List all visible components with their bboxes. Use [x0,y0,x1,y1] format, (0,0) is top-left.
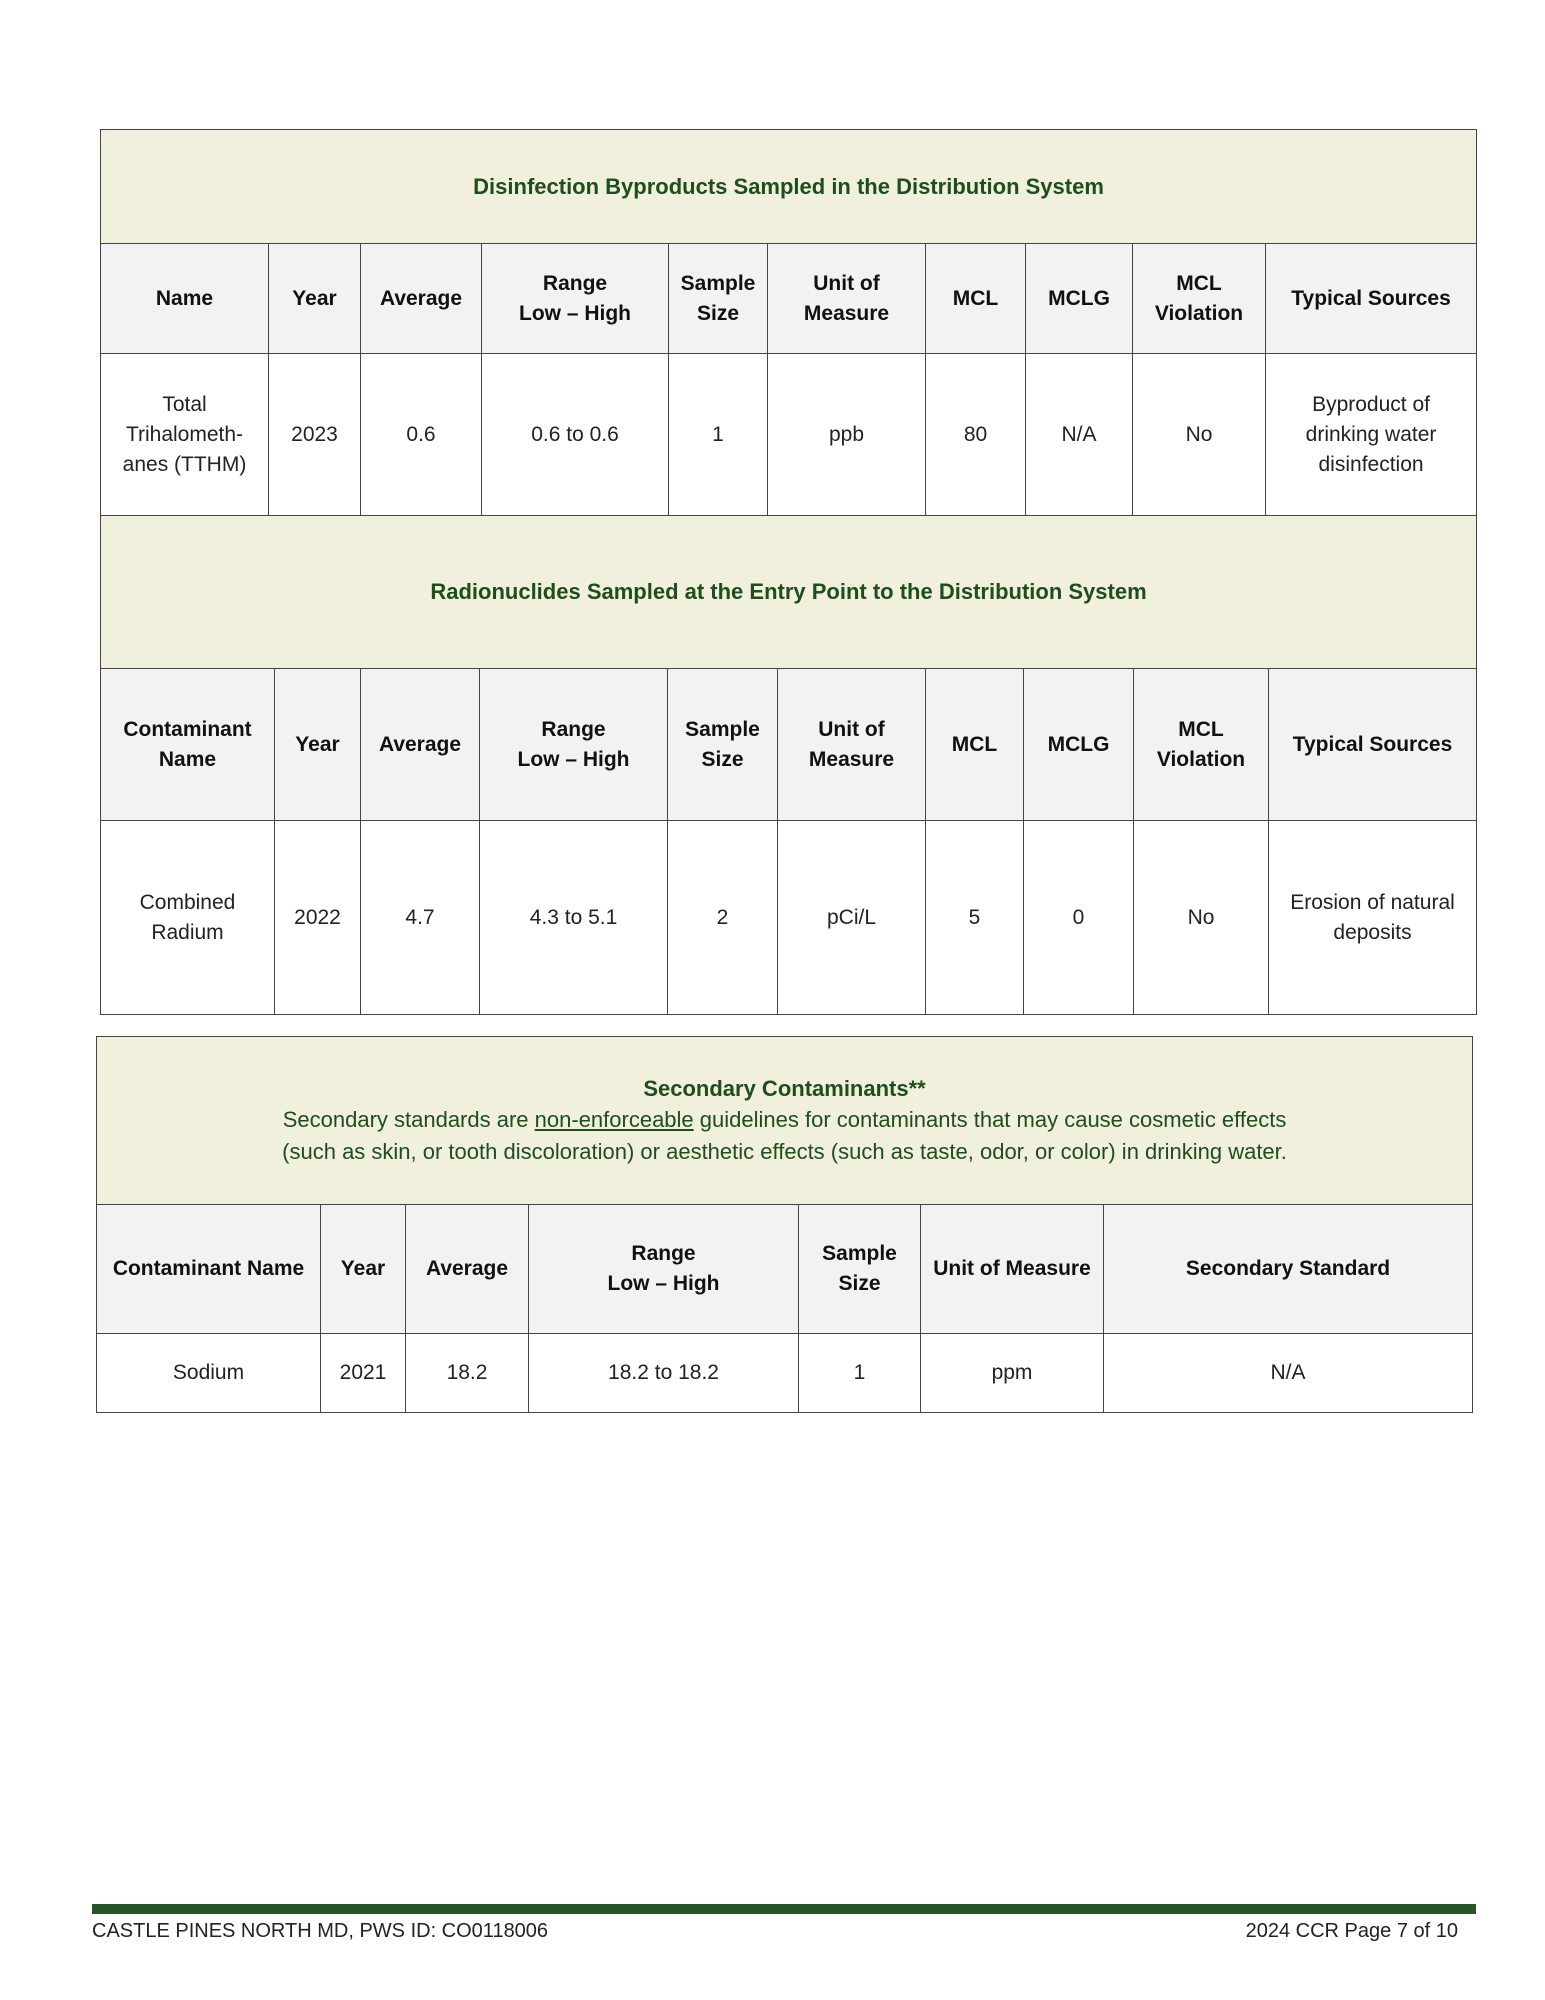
table-row [101,354,1477,517]
footer-system-id: CASTLE PINES NORTH MD, PWS ID: CO0118006 [92,1920,549,1942]
col-header: MCL [926,669,1024,821]
section-title-block [97,1037,1473,1205]
disinfection-byproducts-table [100,129,1477,517]
cell-sample-size: 1 [669,354,768,517]
cell-sample-size: 2 [668,821,778,1015]
col-header: Sample Size [799,1205,921,1334]
col-header: Name [101,244,269,354]
cell-mcl: 80 [926,354,1026,517]
col-header: MCL Violation [1133,244,1266,354]
col-header: MCL Violation [1134,669,1269,821]
col-header: Average [406,1205,529,1334]
section-title: Disinfection Byproducts Sampled in the Distribution System [101,130,1477,244]
cell-name: Sodium [97,1334,321,1413]
cell-violation: No [1134,821,1269,1015]
col-header: Typical Sources [1266,244,1477,354]
cell-name: Total Trihalometh- anes (TTHM) [101,354,269,517]
secondary-contaminants-table [96,1036,1473,1413]
cell-range: 18.2 to 18.2 [529,1334,799,1413]
col-header: Range Low – High [482,244,669,354]
section-description: Secondary standards are non-enforceable guidelines for contaminants that may cause cosmetic effects (such as skin, or tooth discoloration) or aesthetic effects (such as taste, odor, or color) in drinking water. [282,1106,1287,1164]
cell-sample-size: 1 [799,1334,921,1413]
cell-average: 18.2 [406,1334,529,1413]
cell-mclg: 0 [1024,821,1134,1015]
col-header: Sample Size [668,669,778,821]
cell-unit: ppm [921,1334,1104,1413]
cell-average: 4.7 [361,821,480,1015]
cell-sources: Erosion of natural deposits [1269,821,1477,1015]
col-header: Range Low – High [480,669,668,821]
table-row [101,821,1477,1015]
col-header: Average [361,244,482,354]
col-header: MCLG [1024,669,1134,821]
col-header: Year [321,1205,406,1334]
col-header: Typical Sources [1269,669,1477,821]
col-header: Range Low – High [529,1205,799,1334]
cell-unit: ppb [768,354,926,517]
col-header: Contaminant Name [97,1205,321,1334]
cell-average: 0.6 [361,354,482,517]
col-header: Sample Size [669,244,768,354]
col-header: Year [269,244,361,354]
col-header: Unit of Measure [768,244,926,354]
cell-standard: N/A [1104,1334,1473,1413]
cell-violation: No [1133,354,1266,517]
col-header: Secondary Standard [1104,1205,1473,1334]
cell-year: 2021 [321,1334,406,1413]
section-title: Secondary Contaminants** [643,1075,926,1101]
col-header: Unit of Measure [921,1205,1104,1334]
section-title: Radionuclides Sampled at the Entry Point to the Distribution System [101,516,1477,669]
cell-unit: pCi/L [778,821,926,1015]
cell-name: Combined Radium [101,821,275,1015]
footer-page-number: 2024 CCR Page 7 of 10 [1245,1920,1458,1942]
cell-mclg: N/A [1026,354,1133,517]
col-header: MCL [926,244,1026,354]
col-header: Contaminant Name [101,669,275,821]
cell-mcl: 5 [926,821,1024,1015]
cell-range: 0.6 to 0.6 [482,354,669,517]
col-header: Average [361,669,480,821]
radionuclides-table [100,515,1477,1015]
cell-year: 2023 [269,354,361,517]
col-header: MCLG [1026,244,1133,354]
cell-sources: Byproduct of drinking water disinfection [1266,354,1477,517]
col-header: Unit of Measure [778,669,926,821]
footer-divider [92,1904,1476,1914]
cell-year: 2022 [275,821,361,1015]
table-row [97,1334,1473,1413]
cell-range: 4.3 to 5.1 [480,821,668,1015]
col-header: Year [275,669,361,821]
